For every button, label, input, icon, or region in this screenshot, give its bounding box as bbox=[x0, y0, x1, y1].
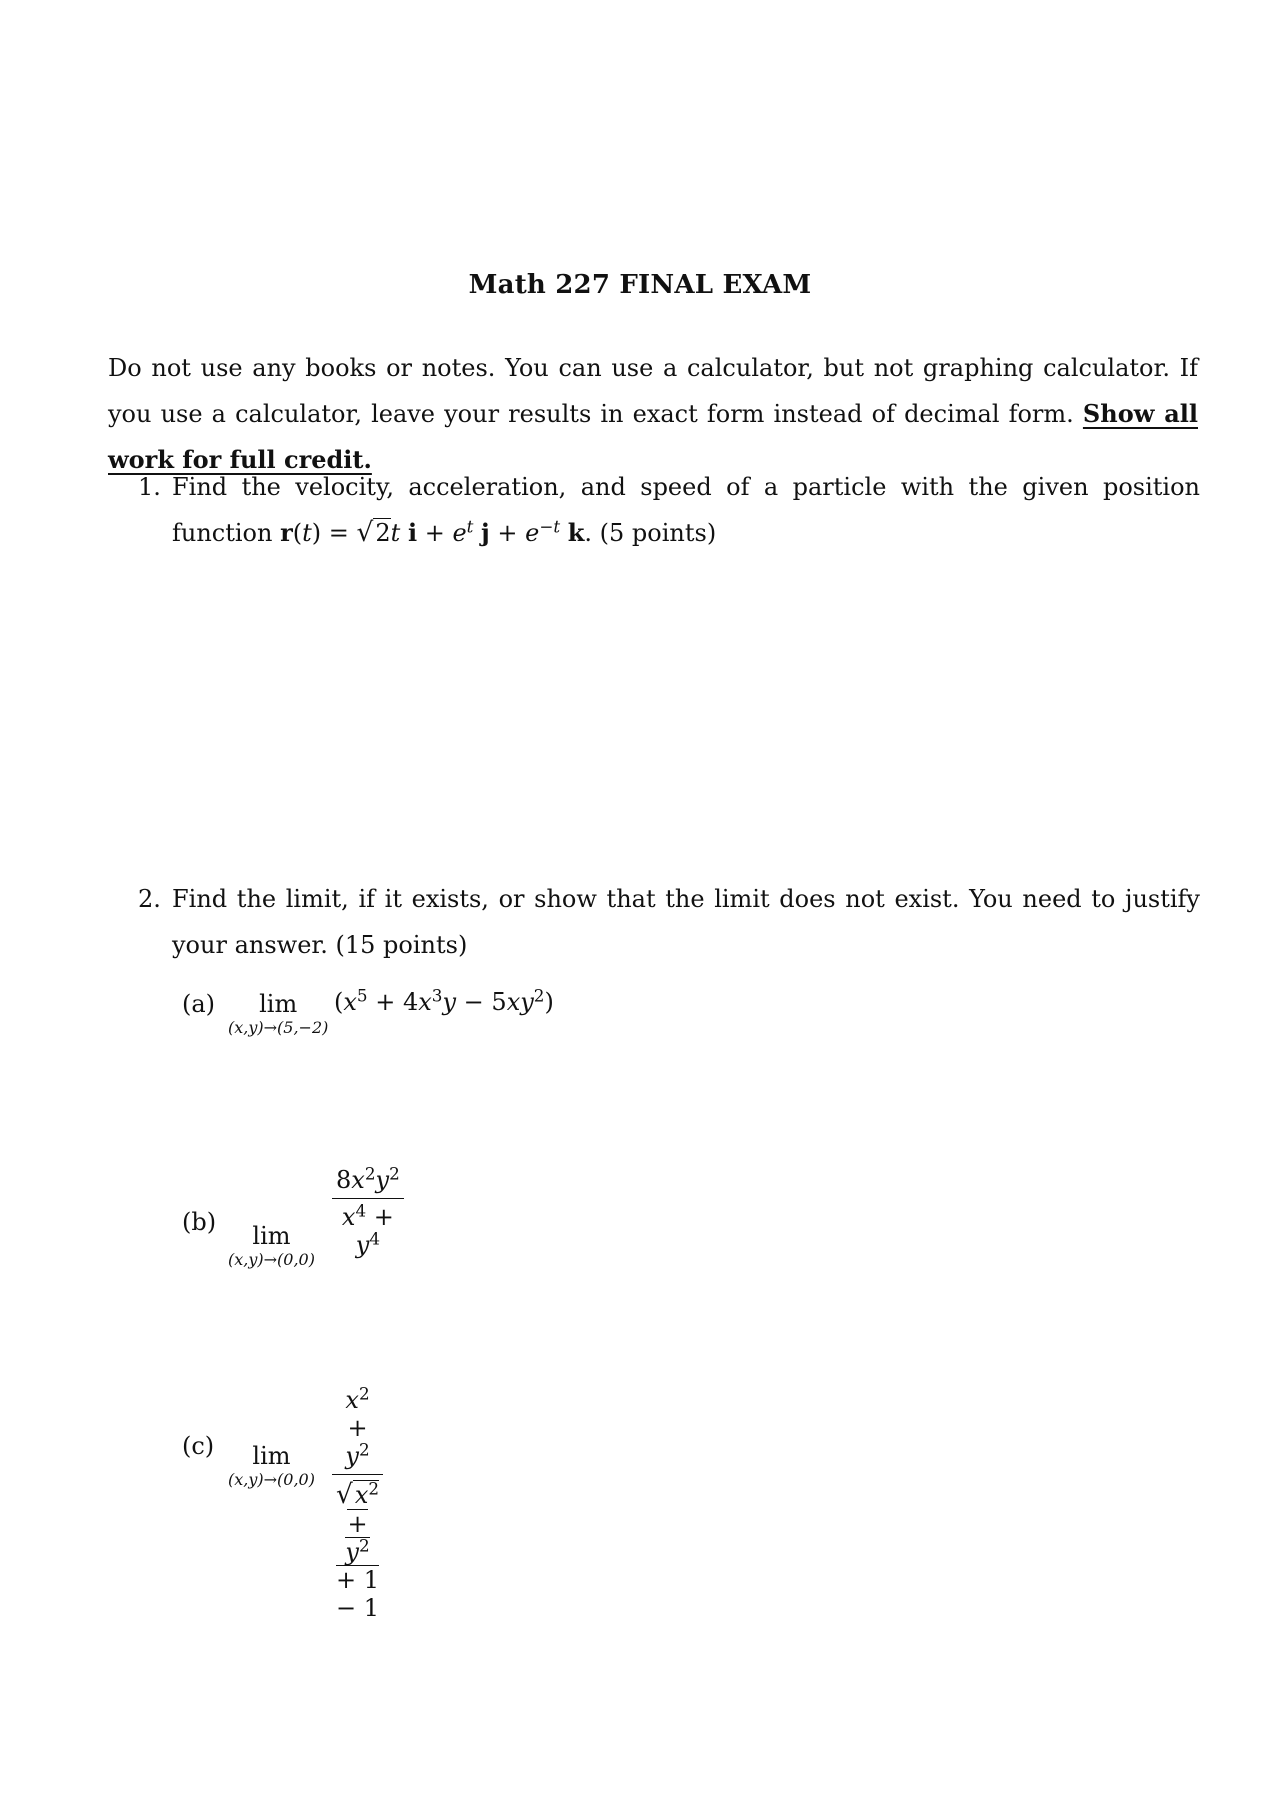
fraction-denominator: $√x^2 + y^2 + 1 - 1$ bbox=[332, 1474, 383, 1622]
instructions-emphasis: Show all work for full credit. bbox=[108, 399, 1198, 474]
problem-text bbox=[172, 876, 1200, 968]
fraction-numerator: $x^2 + y^2$ bbox=[345, 1383, 370, 1470]
limit-fraction bbox=[332, 1163, 404, 1259]
problem-points: (5 points) bbox=[599, 519, 717, 547]
limit-condition: (x,y)→(0,0) bbox=[228, 1470, 315, 1489]
fraction-denominator: $x^4 + y^4$ bbox=[332, 1198, 404, 1259]
limit-operator: lim (x,y)→(0,0) bbox=[228, 1222, 315, 1269]
fraction-numerator: $8x^2y^2$ bbox=[336, 1163, 400, 1194]
position-function: r(t) = √2t $i + e^t$ $j + e^{-t}$ k. bbox=[280, 516, 593, 548]
limit-expression: $(x^5 + 4x^3y - 5xy^2)$ bbox=[334, 985, 554, 1016]
problem-text bbox=[172, 464, 1200, 556]
part-label: (b) bbox=[182, 1208, 217, 1236]
instructions-text: Do not use any books or notes. You can use a calculator, but not graphing calculator. If you use a calculator, leave your results in exact form instead of decimal form. bbox=[108, 354, 1198, 428]
instructions bbox=[108, 345, 1198, 483]
limit-operator: lim (x,y)→(0,0) bbox=[228, 1442, 315, 1489]
problem-statement: Find the velocity, acceleration, and speed of a particle with the given position function bbox=[172, 473, 1200, 547]
problem-points: (15 points) bbox=[335, 931, 468, 959]
problem-2 bbox=[138, 876, 1200, 968]
problem-1 bbox=[138, 464, 1200, 556]
part-label: (a) bbox=[182, 990, 216, 1018]
part-label: (c) bbox=[182, 1432, 215, 1460]
limit-condition: (x,y)→(5,−2) bbox=[228, 1018, 329, 1037]
limit-fraction bbox=[332, 1383, 383, 1622]
problem-number: 2. bbox=[138, 885, 161, 913]
limit-condition: (x,y)→(0,0) bbox=[228, 1250, 315, 1269]
problem-statement: Find the limit, if it exists, or show that the limit does not exist. You need to justify your answer. bbox=[172, 885, 1200, 959]
exam-title: Math 227 FINAL EXAM bbox=[468, 270, 812, 300]
limit-operator: lim (x,y)→(5,−2) bbox=[228, 990, 329, 1037]
problem-number: 1. bbox=[138, 473, 161, 501]
